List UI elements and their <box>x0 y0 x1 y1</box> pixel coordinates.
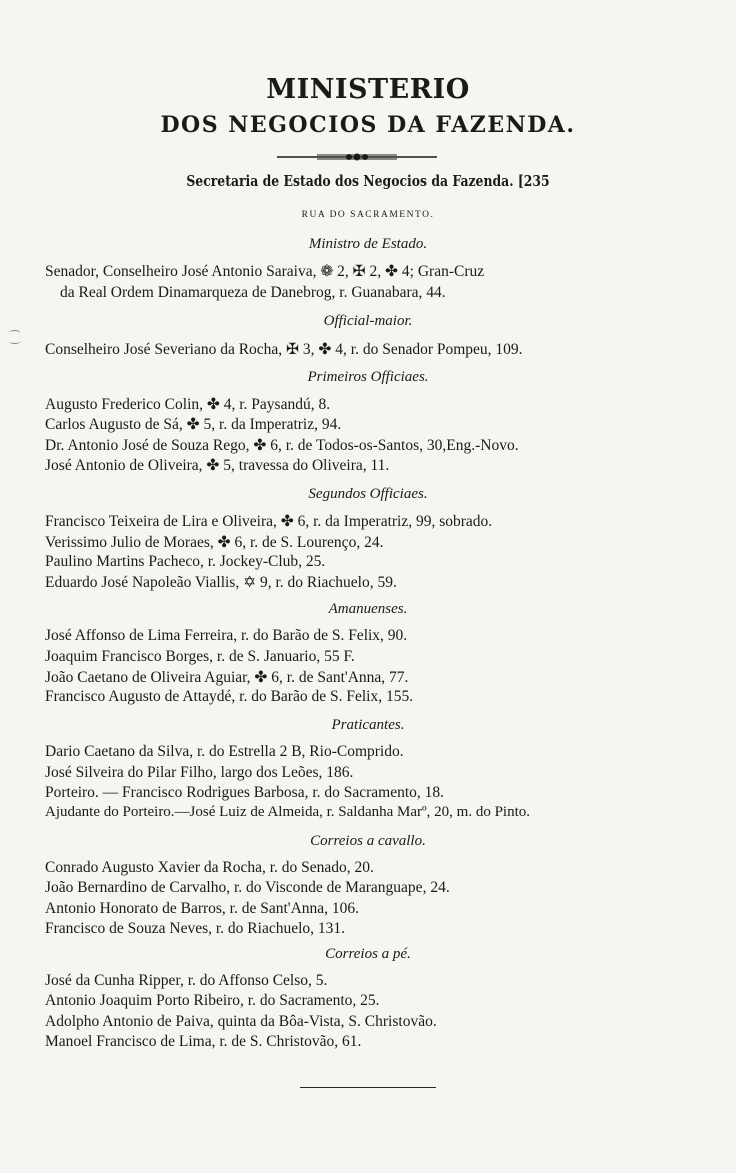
list-item: Francisco de Souza Neves, r. do Riachuelo, 131. <box>45 920 346 937</box>
section-title: Secretaria de Estado dos Negocios da Fazenda. [235 <box>186 172 550 190</box>
list-item: José Antonio de Oliveira, ✤ 5, travessa do Oliveira, 11. <box>45 457 390 474</box>
list-item: João Bernardino de Carvalho, r. do Visconde de Maranguape, 24. <box>45 879 450 896</box>
section-heading: Official-maior. <box>323 313 413 329</box>
ornament-divider-icon <box>277 151 437 163</box>
list-item: Joaquim Francisco Borges, r. de S. Januario, 55 F. <box>45 648 355 665</box>
section-heading: Amanuenses. <box>328 601 408 617</box>
list-item: Carlos Augusto de Sá, ✤ 5, r. da Imperatriz, 94. <box>45 416 342 433</box>
section-heading: Correios a pé. <box>325 946 411 962</box>
list-item: Paulino Martins Pacheco, r. Jockey-Club, 25. <box>45 553 326 570</box>
list-item: Manoel Francisco de Lima, r. de S. Christovão, 61. <box>45 1033 362 1050</box>
margin-mark: ⁐ <box>10 330 20 344</box>
list-item: Conselheiro José Severiano da Rocha, ✠ 3, ✤ 4, r. do Senador Pompeu, 109. <box>45 341 523 358</box>
list-item: Antonio Honorato de Barros, r. de Sant'Anna, 106. <box>45 900 360 917</box>
list-item: José Silveira do Pilar Filho, largo dos Leões, 186. <box>45 764 354 781</box>
list-item: Francisco Teixeira de Lira e Oliveira, ✤ 6, r. da Imperatriz, 99, sobrado. <box>45 513 493 530</box>
list-item: Augusto Frederico Colin, ✤ 4, r. Paysandú, 8. <box>45 396 331 413</box>
list-item: Antonio Joaquim Porto Ribeiro, r. do Sacramento, 25. <box>45 992 380 1009</box>
list-item: Dr. Antonio José de Souza Rego, ✤ 6, r. de Todos-os-Santos, 30,Eng.-Novo. <box>45 437 519 454</box>
list-item: Eduardo José Napoleão Viallis, ✡ 9, r. do Riachuelo, 59. <box>45 574 397 591</box>
list-item: João Caetano de Oliveira Aguiar, ✤ 6, r. de Sant'Anna, 77. <box>45 669 409 686</box>
list-item: Senador, Conselheiro José Antonio Saraiva, ❁ 2, ✠ 2, ✤ 4; Gran-Cruz <box>45 263 485 280</box>
list-item: Porteiro. — Francisco Rodrigues Barbosa, r. do Sacramento, 18. <box>45 784 445 801</box>
section-heading: Primeiros Officiaes. <box>307 369 429 385</box>
list-item: Francisco Augusto de Attaydé, r. do Barão de S. Felix, 155. <box>45 688 414 705</box>
section-heading: Ministro de Estado. <box>308 236 428 252</box>
list-item: Dario Caetano da Silva, r. do Estrella 2 B, Rio-Comprido. <box>45 743 404 760</box>
section-heading: Correios a cavallo. <box>310 833 426 849</box>
section-heading: Segundos Officiaes. <box>308 486 428 502</box>
closing-rule <box>300 1087 436 1088</box>
list-item: da Real Ordem Dinamarqueza de Danebrog, r. Guanabara, 44. <box>60 284 446 301</box>
street-address: RUA DO SACRAMENTO. <box>301 210 435 220</box>
list-item: Ajudante do Porteiro.—José Luiz de Almeida, r. Saldanha Marº, 20, m. do Pinto. <box>45 804 530 820</box>
page-subtitle: DOS NEGOCIOS DA FAZENDA. <box>160 112 576 138</box>
section-heading: Praticantes. <box>331 717 405 733</box>
list-item: Conrado Augusto Xavier da Rocha, r. do Senado, 20. <box>45 859 374 876</box>
list-item: José da Cunha Ripper, r. do Affonso Celso, 5. <box>45 972 328 989</box>
page-title: MINISTERIO <box>266 74 470 105</box>
list-item: Verissimo Julio de Moraes, ✤ 6, r. de S. Lourenço, 24. <box>45 534 384 551</box>
list-item: José Affonso de Lima Ferreira, r. do Barão de S. Felix, 90. <box>45 627 408 644</box>
list-item: Adolpho Antonio de Paiva, quinta da Bôa-Vista, S. Christovão. <box>45 1013 437 1030</box>
